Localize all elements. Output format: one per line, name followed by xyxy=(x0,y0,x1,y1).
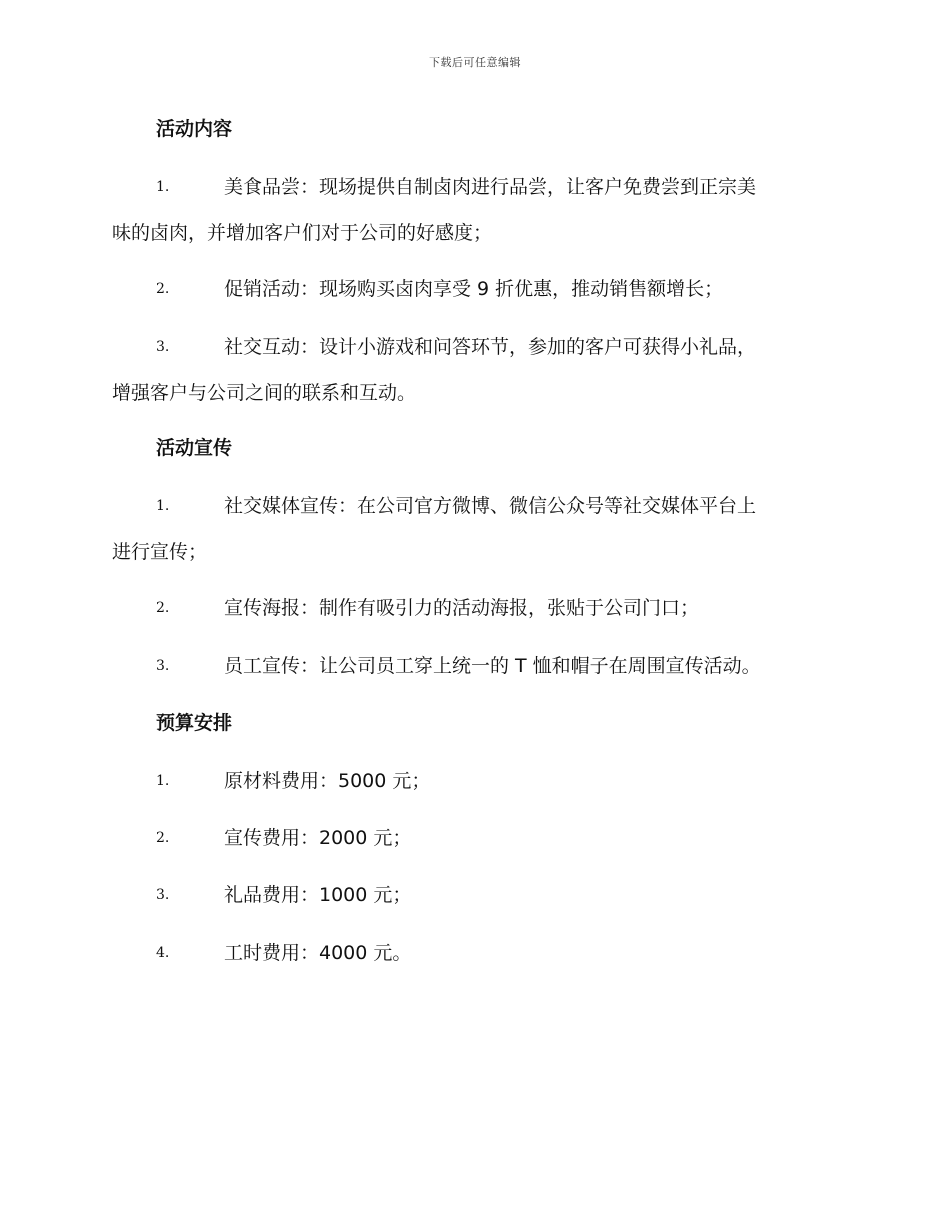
item-line xyxy=(112,274,834,320)
item-line xyxy=(112,880,834,926)
item-line xyxy=(112,378,834,424)
section-title-activity-content: 活动内容 xyxy=(156,118,233,140)
item-line xyxy=(112,938,834,984)
item-number: 2. xyxy=(156,830,170,846)
item-text: 社交互动：设计小游戏和问答环节，参加的客户可获得小礼品， xyxy=(224,336,757,358)
item-line xyxy=(112,537,834,583)
item-text: 进行宣传； xyxy=(112,541,208,563)
item-line xyxy=(112,651,834,697)
item-number: 1. xyxy=(156,773,170,789)
list-item xyxy=(112,651,834,697)
item-text: 促销活动：现场购买卤肉享受 9 折优惠，推动销售额增长； xyxy=(224,278,724,300)
item-line xyxy=(112,218,834,264)
list-item xyxy=(112,880,834,926)
item-line xyxy=(112,172,834,218)
item-line xyxy=(112,491,834,537)
item-text: 味的卤肉，并增加客户们对于公司的好感度； xyxy=(112,222,493,244)
item-line xyxy=(112,766,834,812)
item-text: 员工宣传：让公司员工穿上统一的 T 恤和帽子在周围宣传活动。 xyxy=(224,655,761,677)
item-text: 原材料费用：5000 元； xyxy=(224,770,431,792)
item-number: 1. xyxy=(156,498,170,514)
item-number: 3. xyxy=(156,339,170,355)
list-item xyxy=(112,593,834,639)
item-line xyxy=(112,823,834,869)
item-text: 宣传费用：2000 元； xyxy=(224,827,412,849)
item-number: 2. xyxy=(156,600,170,616)
list-item xyxy=(112,332,834,424)
section-title-budget: 预算安排 xyxy=(156,712,233,734)
list-item xyxy=(112,172,834,264)
item-text: 工时费用：4000 元。 xyxy=(224,942,412,964)
item-number: 2. xyxy=(156,281,170,297)
item-line xyxy=(112,593,834,639)
item-number: 3. xyxy=(156,887,170,903)
item-number: 3. xyxy=(156,658,170,674)
list-item xyxy=(112,938,834,984)
list-item xyxy=(112,766,834,812)
item-number: 4. xyxy=(156,945,170,961)
list-item xyxy=(112,491,834,583)
list-item xyxy=(112,823,834,869)
item-text: 礼品费用：1000 元； xyxy=(224,884,412,906)
item-text: 美食品尝：现场提供自制卤肉进行品尝，让客户免费尝到正宗美 xyxy=(224,176,757,198)
item-text: 社交媒体宣传：在公司官方微博、微信公众号等社交媒体平台上 xyxy=(224,495,757,517)
item-text: 宣传海报：制作有吸引力的活动海报，张贴于公司门口； xyxy=(224,597,700,619)
section-title-activity-promotion: 活动宣传 xyxy=(156,437,233,459)
item-number: 1. xyxy=(156,179,170,195)
item-line xyxy=(112,332,834,378)
list-item xyxy=(112,274,834,320)
page-header: 下载后可任意编辑 xyxy=(429,56,521,69)
item-text: 增强客户与公司之间的联系和互动。 xyxy=(112,382,417,404)
